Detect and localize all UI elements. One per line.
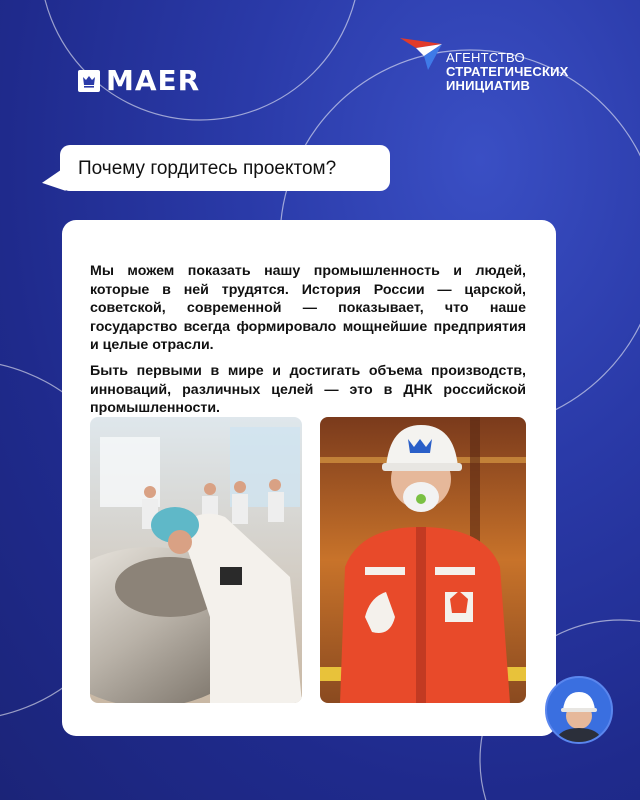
question-text: Почему гордитесь проектом? [78, 158, 337, 179]
asi-logo-line1: АГЕНТСТВО [446, 50, 525, 65]
factory-worker-photo [90, 417, 302, 703]
maer-logo [78, 64, 200, 97]
asi-logo-line2: СТРАТЕГИЧЕСКИХ [446, 64, 569, 79]
card-paragraph-2: Быть первыми в мире и достигать объема производств, инноваций, различных целей — это в ДНК российской промышленности. [90, 363, 526, 417]
card-paragraph-1: Мы можем показать нашу промышленность и людей, которые в ней трудятся. История России — царской, советской, современной — показывает, что наше государство всегда формировало мощнейшие предприятия и целые отрасли. [90, 263, 526, 354]
asi-logo [398, 34, 569, 93]
worker-in-helmet-photo [320, 417, 526, 703]
maer-crown-icon [78, 70, 100, 92]
asi-logo-line3: ИНИЦИАТИВ [446, 78, 531, 93]
content-card [62, 220, 556, 736]
maer-logo-text: MAER [106, 64, 201, 97]
question-bubble [60, 145, 390, 191]
bubble-tail [40, 169, 65, 194]
asi-emblem-icon [398, 34, 444, 74]
avatar [545, 676, 613, 744]
